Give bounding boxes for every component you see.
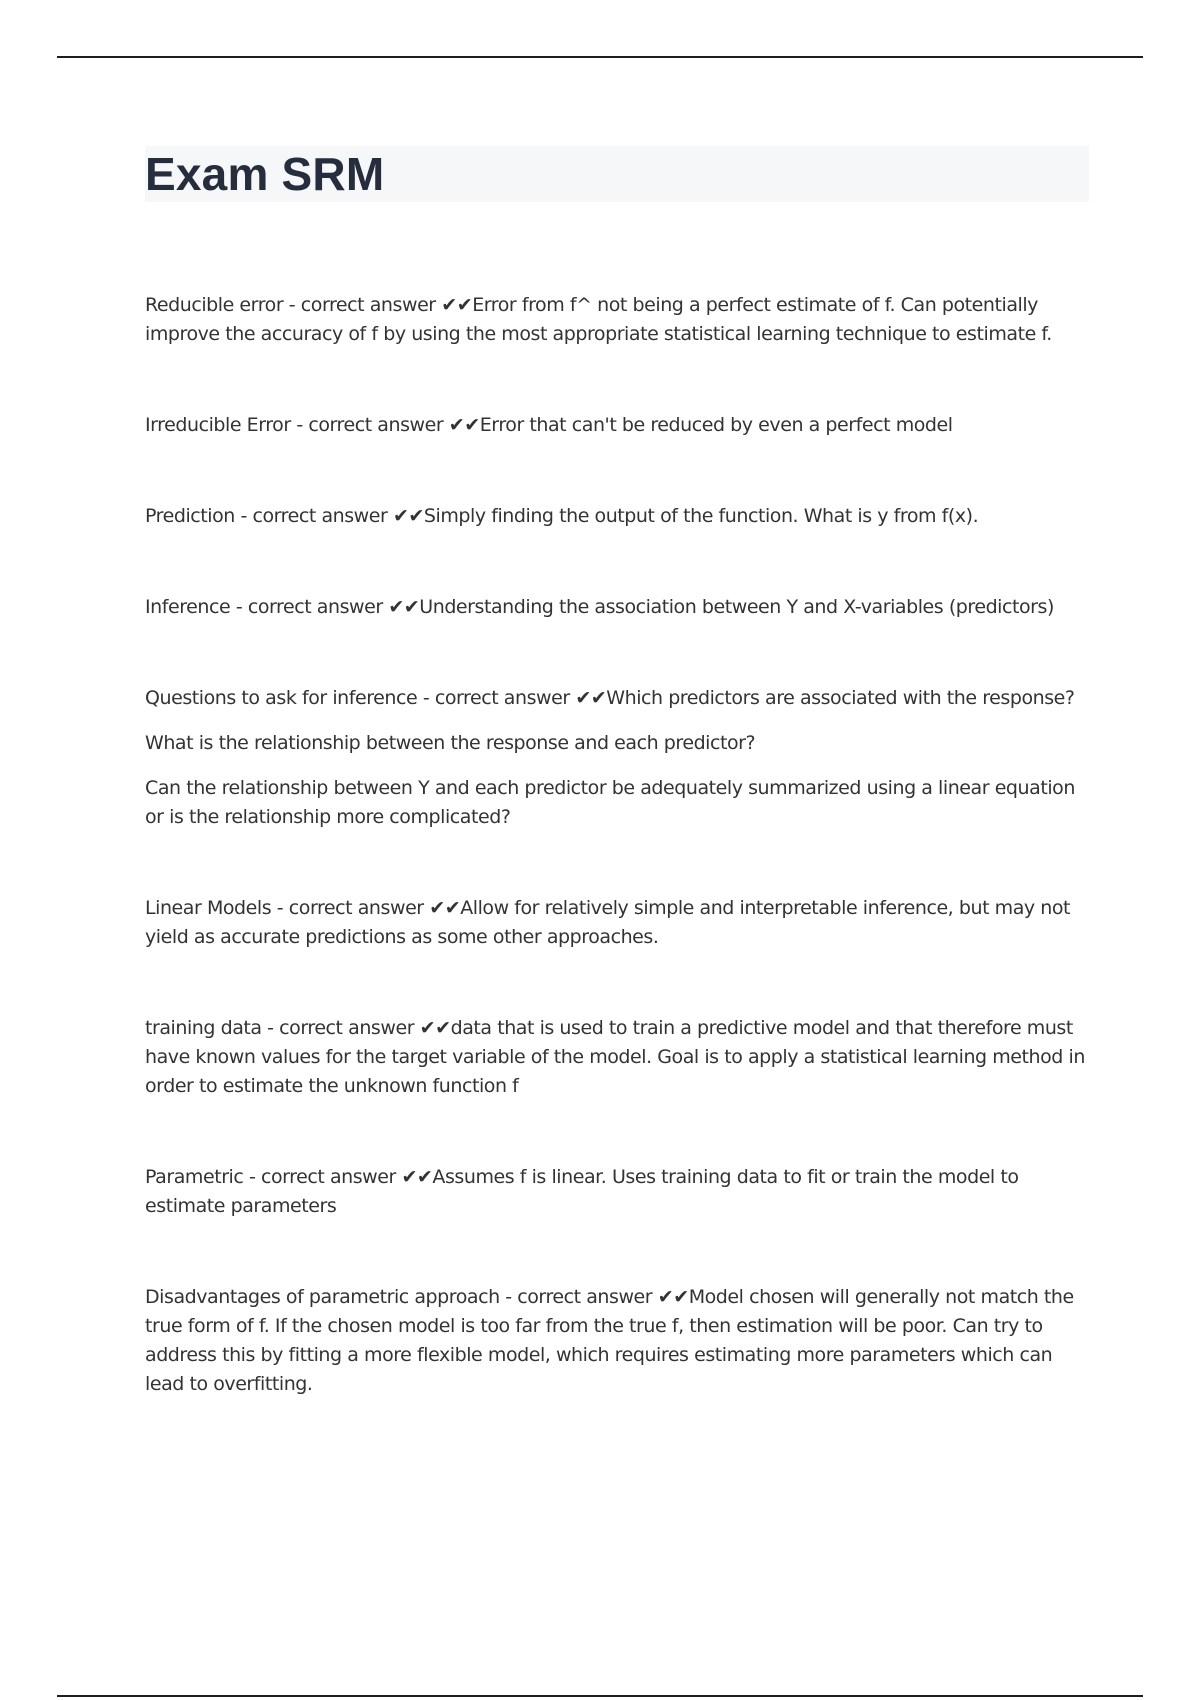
flashcard-line — [145, 411, 1095, 440]
correct-answer-marker: - correct answer ✔✔ — [283, 294, 473, 316]
flashcard-line — [145, 774, 1095, 832]
flashcard — [145, 1163, 1095, 1221]
flashcard — [145, 411, 1095, 440]
correct-answer-marker: - correct answer ✔✔ — [230, 596, 420, 618]
flashcard — [145, 1283, 1095, 1399]
flashcard — [145, 593, 1095, 622]
flashcard — [145, 684, 1095, 832]
flashcard-line — [145, 1163, 1095, 1221]
flashcard-line — [145, 894, 1095, 952]
correct-answer-marker: - correct answer ✔✔ — [261, 1017, 451, 1039]
flashcard-line — [145, 729, 1095, 758]
flashcard-term: Parametric — [145, 1166, 244, 1188]
correct-answer-marker: - correct answer ✔✔ — [417, 687, 607, 709]
correct-answer-marker: - correct answer ✔✔ — [271, 897, 461, 919]
correct-answer-marker: - correct answer ✔✔ — [234, 505, 424, 527]
flashcard-term: training data — [145, 1017, 262, 1039]
flashcard — [145, 894, 1095, 952]
flashcard-answer: Error from f^ not being a perfect estimate of f. Can potentially improve the accuracy of f by using the most appropriate statistical learning technique to estimate f. — [145, 294, 1052, 345]
flashcard-term: Questions to ask for inference — [145, 687, 418, 709]
flashcard-answer: Which predictors are associated with the response? — [606, 687, 1075, 709]
flashcard-term: Disadvantages of parametric approach — [145, 1286, 500, 1308]
flashcard-answer: Simply finding the output of the function. What is y from f(x). — [423, 505, 979, 527]
page-title: Exam SRM — [145, 148, 385, 200]
flashcard-answer: data that is used to train a predictive model and that therefore must have known values for the target variable of the model. Goal is to apply a statistical learning method in order to estimate the unknown function f — [145, 1017, 1085, 1097]
flashcard-answer: Assumes f is linear. Uses training data to fit or train the model to estimate parameters — [145, 1166, 1019, 1217]
correct-answer-marker: - correct answer ✔✔ — [243, 1166, 433, 1188]
flashcard-line — [145, 1014, 1095, 1101]
flashcard-answer: Understanding the association between Y and X-variables (predictors) — [419, 596, 1054, 618]
flashcard-line — [145, 684, 1095, 713]
flashcard-term: Prediction — [145, 505, 235, 527]
flashcard-term: Linear Models — [145, 897, 272, 919]
flashcard-term: Inference — [145, 596, 231, 618]
flashcard-list — [145, 291, 1095, 1461]
flashcard-answer: Error that can't be reduced by even a perfect model — [479, 414, 953, 436]
correct-answer-marker: - correct answer ✔✔ — [290, 414, 480, 436]
flashcard-line — [145, 1283, 1095, 1399]
flashcard-answer: Model chosen will generally not match the true form of f. If the chosen model is too far from the true f, then estimation will be poor. Can try to address this by fitting a more flexible model, which requires estimating more parameters which can lead to overfitting. — [145, 1286, 1074, 1395]
flashcard — [145, 291, 1095, 349]
flashcard-line — [145, 291, 1095, 349]
flashcard-answer: Can the relationship between Y and each predictor be adequately summarized using a linear equation or is the relationship more complicated? — [145, 777, 1075, 828]
flashcard-term: Irreducible Error — [145, 414, 291, 436]
top-rule — [57, 56, 1143, 58]
flashcard-line — [145, 502, 1095, 531]
correct-answer-marker: - correct answer ✔✔ — [499, 1286, 689, 1308]
flashcard-line — [145, 593, 1095, 622]
bottom-rule — [57, 1695, 1143, 1697]
flashcard-answer: Allow for relatively simple and interpretable inference, but may not yield as accurate predictions as some other approaches. — [145, 897, 1071, 948]
flashcard — [145, 1014, 1095, 1101]
flashcard — [145, 502, 1095, 531]
flashcard-term: Reducible error — [145, 294, 284, 316]
flashcard-answer: What is the relationship between the response and each predictor? — [145, 732, 756, 754]
